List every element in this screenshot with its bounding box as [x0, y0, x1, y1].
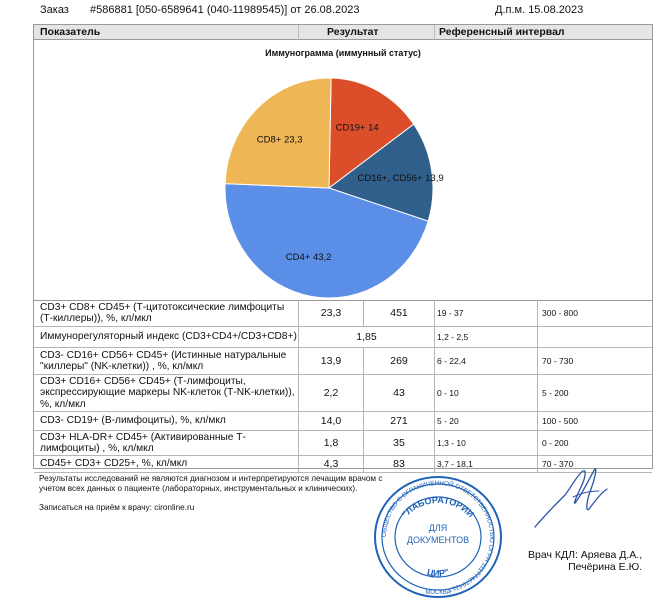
stamp-arc-top: "ЛАБОРАТОРИИ	[399, 494, 476, 520]
row-result-absolute: 43	[364, 375, 435, 411]
chart-title: Иммунограмма (иммунный статус)	[265, 48, 421, 58]
stamp-city: МОСКВА	[425, 590, 451, 596]
immunogram-chart	[34, 40, 652, 301]
row-parameter-name: CD3- CD16+ CD56+ CD45+ (Истинные натуральные "киллеры" (NK-клетки)) , %, кл/мкл	[34, 348, 299, 374]
stamp-arc-bottom: ЦИР"	[426, 566, 450, 579]
order-label: Заказ	[40, 4, 69, 16]
table-row	[34, 412, 652, 431]
table-row	[34, 300, 652, 327]
column-header-param: Показатель	[34, 25, 299, 40]
row-reference-absolute: 70 - 730	[542, 356, 574, 366]
row-reference-percent: 1,3 - 10	[435, 431, 538, 455]
stamp-ring-text: ОБЩЕСТВО С ОГРАНИЧЕННОЙ ОТВЕТСТВЕННОСТЬЮ ОГРН 1117746794217	[380, 479, 496, 593]
svg-text:ЦИР"	[426, 567, 450, 579]
row-result-percent: 23,3	[299, 300, 364, 326]
row-result-percent: 2,2	[299, 375, 364, 411]
row-reference-absolute: 0 - 200	[542, 438, 569, 448]
stamp-line2: ДОКУМЕНТОВ	[406, 535, 470, 545]
doctor-signature-block	[528, 549, 642, 573]
table-row	[34, 327, 652, 348]
pie-slice-label: CD16+, CD56+ 13,9	[357, 173, 444, 185]
row-reference-percent: 3,7 - 18,1	[435, 456, 538, 472]
row-reference-percent: 1,2 - 2,5	[435, 327, 538, 347]
sample-date: Д.п.м. 15.08.2023	[495, 4, 584, 16]
table-row	[34, 431, 652, 456]
order-number: #586881 [050-6589641 (040-11989545)] от 26.08.2023	[90, 4, 360, 16]
row-reference-absolute: 100 - 500	[542, 416, 578, 426]
row-result-percent: 1,8	[299, 431, 364, 455]
row-result-value: 1,85	[299, 327, 435, 347]
row-result-percent: 13,9	[299, 348, 364, 374]
row-reference-percent: 0 - 10	[435, 375, 538, 411]
column-header-result: Результат	[299, 25, 435, 40]
row-result-absolute: 269	[364, 348, 435, 374]
row-parameter-name: CD3+ CD8+ CD45+ (Т-цитотоксические лимфоциты (Т-киллеры)), %, кл/мкл	[34, 300, 299, 326]
row-reference-percent: 6 - 22,4	[435, 348, 538, 374]
doctor-line-2: Печёрина Е.Ю.	[568, 561, 643, 573]
appointment-link[interactable]: Записаться на приём к врачу: cironline.ru	[39, 503, 195, 512]
row-reference-absolute: 300 - 800	[542, 308, 578, 318]
results-table	[33, 24, 653, 469]
stamp-line1: ДЛЯ	[428, 523, 448, 533]
doctor-line-1: Врач КДЛ: Аряева Д.А.,	[528, 549, 643, 561]
row-reference-absolute	[538, 327, 652, 347]
pie-slice-label: CD4+ 43,2	[285, 251, 332, 263]
row-reference-absolute: 5 - 200	[542, 388, 569, 398]
row-result-absolute: 271	[364, 412, 435, 430]
table-row	[34, 375, 652, 412]
row-reference-percent: 5 - 20	[435, 412, 538, 430]
row-parameter-name: CD45+ CD3+ CD25+, %, кл/мкл	[34, 456, 299, 472]
table-row	[34, 348, 652, 375]
row-result-percent: 14,0	[299, 412, 364, 430]
row-result-percent: 4,3	[299, 456, 364, 472]
row-result-absolute: 83	[364, 456, 435, 472]
pie-slice-label: CD19+ 14	[335, 122, 379, 134]
pie-slice	[225, 78, 331, 188]
pie-chart	[34, 40, 652, 300]
row-parameter-name: CD3- CD19+ (В-лимфоциты), %, кл/мкл	[34, 412, 299, 430]
column-header-reference: Референсный интервал	[435, 25, 652, 40]
row-parameter-name: Иммунорегуляторный индекс (CD3+CD4+/CD3+CD8+)	[34, 327, 299, 347]
laboratory-stamp	[371, 475, 505, 599]
row-reference-absolute: 70 - 370	[542, 459, 574, 469]
row-result-absolute: 35	[364, 431, 435, 455]
disclaimer: Результаты исследований не являются диагнозом и интерпретируются лечащим врачом с учетом всех данных о пациенте (лабораторных, инструментальных и клинических).	[39, 474, 383, 493]
svg-text:"ЛАБОРАТОРИИ	[400, 495, 476, 519]
row-parameter-name: CD3+ HLA-DR+ CD45+ (Активированные Т-лимфоциты) , %, кл/мкл	[34, 431, 299, 455]
row-reference-percent: 19 - 37	[435, 300, 538, 326]
pie-slice-label: CD8+ 23,3	[256, 134, 303, 146]
signature-image	[525, 465, 625, 535]
row-parameter-name: CD3+ CD16+ CD56+ CD45+ (Т-лимфоциты, экспрессирующие маркеры NK-клеток (Т-NK-клетки)), %, кл/мкл	[34, 375, 299, 411]
row-result-absolute: 451	[364, 300, 435, 326]
